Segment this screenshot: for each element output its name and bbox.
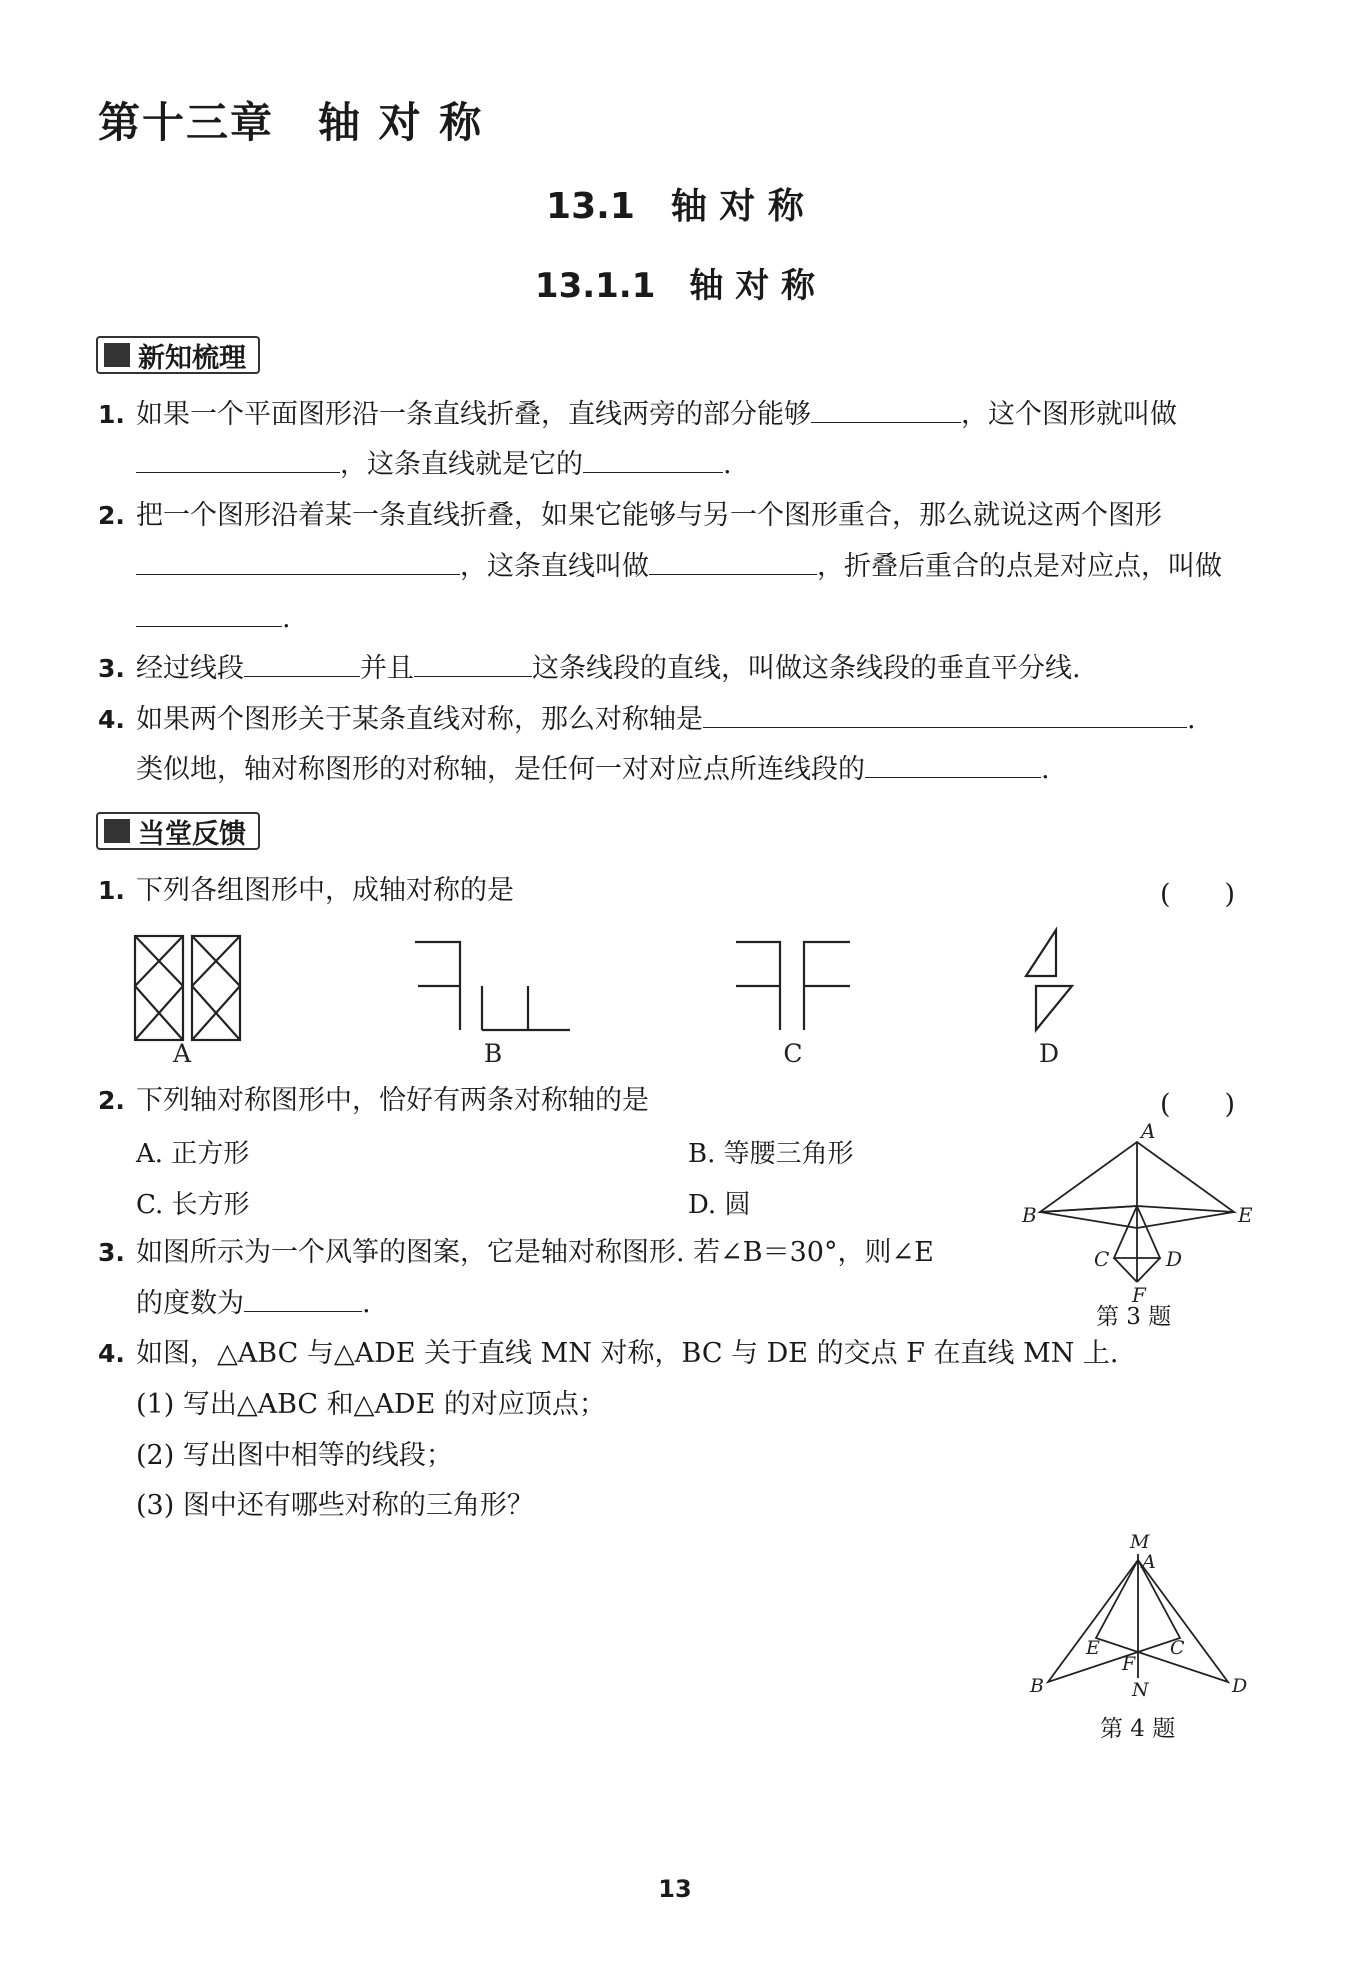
question-text: 并且 — [360, 653, 414, 684]
question-text: 如图所示为一个风筝的图案，它是轴对称图形. 若∠B＝30°，则∠E — [136, 1237, 934, 1268]
question-number: 3. — [98, 654, 125, 683]
question-text: ，这个图形就叫做 — [961, 399, 1177, 430]
part2-label: 当堂反馈 — [138, 818, 246, 850]
answer-blank[interactable] — [136, 446, 340, 473]
question-text: 下列轴对称图形中，恰好有两条对称轴的是 — [136, 1085, 649, 1116]
option-c-label: C — [783, 1039, 803, 1068]
question-text: . — [362, 1288, 371, 1319]
chapter-title: 第十三章 轴 对 称 — [98, 98, 484, 147]
question-text: 如果一个平面图形沿一条直线折叠，直线两旁的部分能够 — [136, 399, 811, 430]
point-e: E — [1086, 1637, 1100, 1659]
question-number: 3. — [98, 1238, 125, 1267]
answer-paren[interactable]: ( ) — [1160, 879, 1236, 910]
p2-q1 — [98, 872, 514, 910]
point-f: F — [1132, 1283, 1146, 1307]
question-number: 2. — [98, 1086, 125, 1115]
p1-q1-line1 — [98, 396, 1177, 434]
question-number: 2. — [98, 501, 125, 530]
question-text: . — [1187, 704, 1196, 735]
question-text: . — [723, 449, 732, 480]
answer-blank[interactable] — [811, 396, 961, 423]
point-d: D — [1232, 1675, 1248, 1697]
part2-badge — [96, 812, 260, 850]
question-text: . — [1041, 754, 1050, 785]
point-b: B — [1022, 1203, 1037, 1227]
figure3-caption: 第 3 题 — [1096, 1304, 1172, 1330]
p1-q4-line2 — [136, 751, 1050, 789]
p1-q2-line2 — [136, 548, 1222, 586]
point-b: B — [1030, 1675, 1044, 1697]
answer-blank[interactable] — [244, 650, 360, 677]
answer-blank[interactable] — [703, 701, 1187, 728]
p2-q4-sub3: (3) 图中还有哪些对称的三角形？ — [136, 1490, 534, 1521]
option-a-label: A — [172, 1039, 192, 1068]
point-a: A — [1142, 1551, 1156, 1573]
question-text: 类似地，轴对称图形的对称轴，是任何一对对应点所连线段的 — [136, 754, 865, 785]
question-number: 4. — [98, 1339, 125, 1368]
answer-blank[interactable] — [136, 548, 460, 575]
point-e: E — [1238, 1203, 1253, 1227]
question-text: ，这条直线叫做 — [460, 551, 649, 582]
p2-q2 — [98, 1082, 649, 1120]
section-title: 13.1 轴 对 称 — [546, 186, 804, 227]
option-b-label: B — [483, 1039, 503, 1068]
option-d-label: D — [1038, 1039, 1060, 1068]
answer-blank[interactable] — [865, 751, 1041, 778]
p2-q4 — [98, 1335, 1119, 1373]
question-text: 经过线段 — [136, 653, 244, 684]
question-text: 下列各组图形中，成轴对称的是 — [136, 875, 514, 906]
question-text: 如果两个图形关于某条直线对称，那么对称轴是 — [136, 704, 703, 735]
point-f: F — [1122, 1653, 1136, 1675]
question-number: 1. — [98, 876, 125, 905]
page-number: 13 — [658, 1875, 692, 1903]
kite-figure — [1010, 1120, 1260, 1320]
question-text: 的度数为 — [136, 1288, 244, 1319]
figure-a — [135, 936, 240, 1040]
option-a[interactable]: A. 正方形 — [136, 1139, 250, 1169]
p2-q4-sub2: (2) 写出图中相等的线段； — [136, 1440, 453, 1471]
q1-figures — [120, 920, 1240, 1070]
answer-blank[interactable] — [414, 650, 532, 677]
p1-q1-line2 — [136, 446, 732, 484]
p2-q4-sub1: (1) 写出△ABC 和△ADE 的对应顶点； — [136, 1389, 606, 1420]
figure-d — [1026, 930, 1072, 1030]
part1-badge — [96, 336, 260, 374]
figure4-caption: 第 4 题 — [1100, 1716, 1176, 1742]
point-n: N — [1132, 1679, 1149, 1700]
point-d: D — [1166, 1247, 1183, 1271]
point-m: M — [1130, 1531, 1150, 1553]
subsection-title: 13.1.1 轴 对 称 — [534, 266, 816, 306]
triangle-figure — [1020, 1530, 1260, 1700]
figure-b — [415, 942, 570, 1030]
p1-q2-line1 — [98, 497, 1162, 535]
p1-q2-line3 — [136, 600, 291, 638]
question-number: 1. — [98, 400, 125, 429]
answer-blank[interactable] — [136, 600, 282, 627]
point-c: C — [1094, 1247, 1110, 1271]
pencil-icon — [104, 819, 130, 843]
p1-q3 — [98, 650, 1081, 688]
question-text: ，这条直线就是它的 — [340, 449, 583, 480]
p2-q3-line2 — [136, 1285, 371, 1323]
question-text: 把一个图形沿着某一条直线折叠，如果它能够与另一个图形重合，那么就说这两个图形 — [136, 500, 1162, 531]
point-c: C — [1170, 1637, 1185, 1659]
question-text: . — [282, 603, 291, 634]
question-text: ，折叠后重合的点是对应点，叫做 — [817, 551, 1222, 582]
answer-blank[interactable] — [244, 1285, 362, 1312]
answer-blank[interactable] — [583, 446, 723, 473]
point-a: A — [1141, 1120, 1156, 1143]
part1-label: 新知梳理 — [138, 342, 246, 374]
p1-q4-line1 — [98, 701, 1196, 739]
option-b[interactable]: B. 等腰三角形 — [688, 1139, 854, 1169]
option-d[interactable]: D. 圆 — [688, 1190, 751, 1220]
p2-q3-line1 — [98, 1234, 934, 1272]
answer-blank[interactable] — [649, 548, 817, 575]
figure-c — [736, 942, 850, 1030]
answer-paren[interactable]: ( ) — [1160, 1089, 1236, 1120]
question-text: 这条线段的直线，叫做这条线段的垂直平分线. — [532, 653, 1081, 684]
question-number: 4. — [98, 705, 125, 734]
question-text: 如图，△ABC 与△ADE 关于直线 MN 对称，BC 与 DE 的交点 F 在直线 MN 上. — [136, 1338, 1119, 1369]
book-icon — [104, 343, 130, 367]
option-c[interactable]: C. 长方形 — [136, 1190, 250, 1220]
